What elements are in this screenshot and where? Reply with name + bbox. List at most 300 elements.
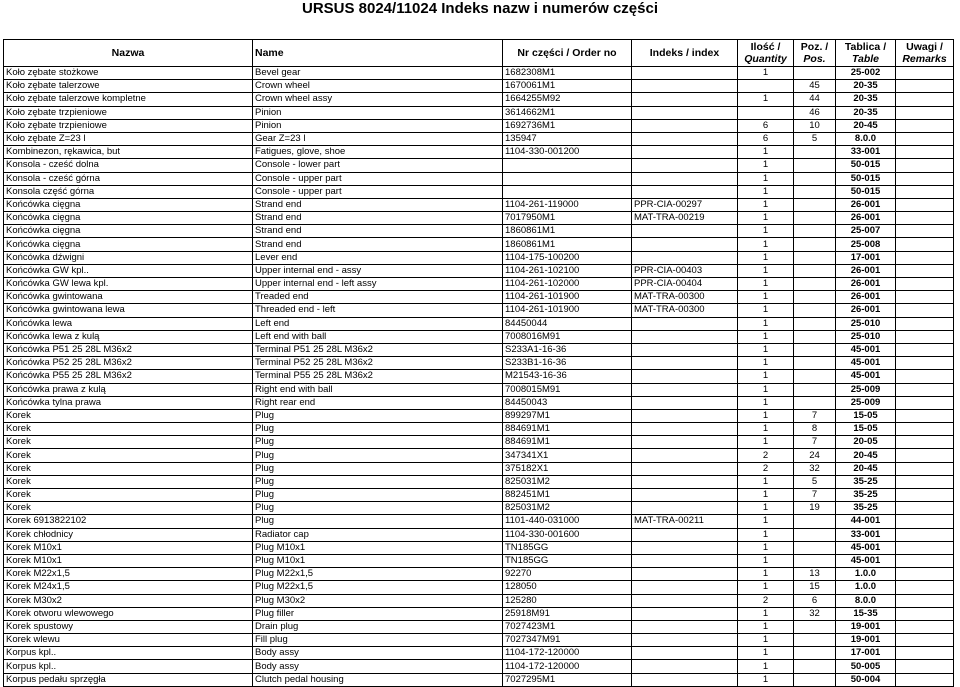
cell-position	[794, 212, 836, 225]
cell-table: 19-001	[836, 620, 896, 633]
cell-nazwa: Korek 6913822102	[4, 515, 253, 528]
cell-position: 7	[794, 489, 836, 502]
cell-remarks	[896, 383, 954, 396]
table-row	[4, 119, 954, 132]
cell-quantity: 1	[738, 172, 794, 185]
cell-nazwa: Końcówka dźwigni	[4, 251, 253, 264]
cell-position	[794, 159, 836, 172]
cell-quantity: 2	[738, 462, 794, 475]
cell-part-no: 1104-261-102100	[503, 264, 632, 277]
table-row	[4, 132, 954, 145]
cell-nazwa: Końcówka cięgna	[4, 238, 253, 251]
cell-part-no: 7027347M91	[503, 634, 632, 647]
cell-table: 25-010	[836, 317, 896, 330]
cell-remarks	[896, 146, 954, 159]
cell-position	[794, 528, 836, 541]
cell-position: 24	[794, 449, 836, 462]
cell-quantity: 1	[738, 317, 794, 330]
table-row	[4, 660, 954, 673]
cell-nazwa: Korek M22x1,5	[4, 568, 253, 581]
cell-part-no	[503, 172, 632, 185]
cell-remarks	[896, 396, 954, 409]
table-row	[4, 383, 954, 396]
header-remarks	[896, 40, 954, 67]
cell-index	[632, 357, 738, 370]
cell-part-no: 3614662M1	[503, 106, 632, 119]
cell-nazwa: Korek	[4, 436, 253, 449]
cell-name: Console - lower part	[253, 159, 503, 172]
cell-table: 25-010	[836, 330, 896, 343]
cell-nazwa: Końcówka P55 25 28L M36x2	[4, 370, 253, 383]
cell-index	[632, 330, 738, 343]
cell-index	[632, 475, 738, 488]
cell-remarks	[896, 581, 954, 594]
cell-name: Plug	[253, 489, 503, 502]
cell-index	[632, 225, 738, 238]
cell-position	[794, 225, 836, 238]
cell-nazwa: Końcówka tylna prawa	[4, 396, 253, 409]
table-row	[4, 515, 954, 528]
cell-part-no: 825031M2	[503, 502, 632, 515]
cell-index	[632, 383, 738, 396]
table-row	[4, 212, 954, 225]
cell-nazwa: Korek spustowy	[4, 620, 253, 633]
table-row	[4, 159, 954, 172]
cell-quantity: 6	[738, 119, 794, 132]
cell-part-no: 884691M1	[503, 436, 632, 449]
cell-remarks	[896, 568, 954, 581]
cell-index	[632, 541, 738, 554]
cell-part-no: 135947	[503, 132, 632, 145]
cell-index: PPR-CIA-00403	[632, 264, 738, 277]
cell-position	[794, 278, 836, 291]
cell-name: Pinion	[253, 106, 503, 119]
cell-part-no: TN185GG	[503, 554, 632, 567]
header-quantity	[738, 40, 794, 67]
cell-table: 25-002	[836, 67, 896, 80]
cell-index	[632, 251, 738, 264]
cell-remarks	[896, 93, 954, 106]
cell-nazwa: Koło zębate talerzowe kompletne	[4, 93, 253, 106]
cell-nazwa: Końcówka cięgna	[4, 212, 253, 225]
cell-remarks	[896, 251, 954, 264]
cell-table: 35-25	[836, 475, 896, 488]
cell-quantity: 1	[738, 264, 794, 277]
cell-position	[794, 251, 836, 264]
cell-position: 5	[794, 132, 836, 145]
cell-position: 19	[794, 502, 836, 515]
cell-remarks	[896, 317, 954, 330]
cell-index	[632, 80, 738, 93]
cell-position: 44	[794, 93, 836, 106]
cell-remarks	[896, 198, 954, 211]
table-row	[4, 172, 954, 185]
cell-remarks	[896, 330, 954, 343]
cell-quantity: 1	[738, 541, 794, 554]
cell-nazwa: Kombinezon, rękawica, but	[4, 146, 253, 159]
header-remarks-pl: Uwagi /	[906, 41, 943, 53]
cell-position: 6	[794, 594, 836, 607]
cell-part-no: 1860861M1	[503, 238, 632, 251]
cell-quantity: 1	[738, 343, 794, 356]
cell-quantity: 1	[738, 436, 794, 449]
cell-table: 26-001	[836, 264, 896, 277]
cell-index	[632, 67, 738, 80]
cell-table: 50-015	[836, 159, 896, 172]
cell-remarks	[896, 554, 954, 567]
cell-position	[794, 146, 836, 159]
header-quantity-pl: Ilość /	[750, 41, 781, 53]
cell-table: 45-001	[836, 370, 896, 383]
cell-position: 32	[794, 607, 836, 620]
table-row	[4, 475, 954, 488]
cell-nazwa: Korek M30x2	[4, 594, 253, 607]
cell-nazwa: Koło zębate trzpieniowe	[4, 106, 253, 119]
cell-position	[794, 67, 836, 80]
table-row	[4, 620, 954, 633]
cell-index	[632, 396, 738, 409]
cell-nazwa: Korek chłodnicy	[4, 528, 253, 541]
cell-remarks	[896, 634, 954, 647]
cell-quantity: 1	[738, 238, 794, 251]
cell-position	[794, 541, 836, 554]
cell-part-no: 125280	[503, 594, 632, 607]
cell-table: 25-009	[836, 396, 896, 409]
cell-index	[632, 185, 738, 198]
cell-position	[794, 198, 836, 211]
cell-quantity: 1	[738, 475, 794, 488]
cell-remarks	[896, 225, 954, 238]
cell-quantity: 1	[738, 185, 794, 198]
cell-quantity: 1	[738, 660, 794, 673]
table-row	[4, 304, 954, 317]
cell-table: 25-007	[836, 225, 896, 238]
cell-table: 20-35	[836, 93, 896, 106]
cell-name: Plug M22x1,5	[253, 581, 503, 594]
cell-remarks	[896, 541, 954, 554]
cell-quantity: 1	[738, 634, 794, 647]
cell-position: 10	[794, 119, 836, 132]
cell-name: Plug	[253, 462, 503, 475]
cell-remarks	[896, 278, 954, 291]
cell-name: Strand end	[253, 225, 503, 238]
cell-quantity: 1	[738, 278, 794, 291]
cell-nazwa: Koło zębate trzpieniowe	[4, 119, 253, 132]
cell-position	[794, 317, 836, 330]
cell-part-no: 1682308M1	[503, 67, 632, 80]
cell-quantity: 1	[738, 251, 794, 264]
cell-remarks	[896, 212, 954, 225]
cell-nazwa: Korek	[4, 502, 253, 515]
cell-nazwa: Korek	[4, 449, 253, 462]
table-row	[4, 568, 954, 581]
cell-nazwa: Korek M10x1	[4, 541, 253, 554]
cell-position	[794, 554, 836, 567]
cell-table: 33-001	[836, 528, 896, 541]
cell-part-no: 7008015M91	[503, 383, 632, 396]
cell-quantity: 1	[738, 67, 794, 80]
table-row	[4, 370, 954, 383]
table-row	[4, 647, 954, 660]
cell-part-no: 1104-172-120000	[503, 660, 632, 673]
cell-quantity: 1	[738, 383, 794, 396]
cell-index	[632, 159, 738, 172]
cell-index	[632, 634, 738, 647]
cell-position: 46	[794, 106, 836, 119]
cell-nazwa: Korek M10x1	[4, 554, 253, 567]
cell-part-no: 375182X1	[503, 462, 632, 475]
cell-remarks	[896, 185, 954, 198]
cell-name: Lever end	[253, 251, 503, 264]
table-row	[4, 449, 954, 462]
cell-remarks	[896, 159, 954, 172]
cell-nazwa: Końcówka prawa z kulą	[4, 383, 253, 396]
table-row	[4, 554, 954, 567]
cell-quantity: 6	[738, 132, 794, 145]
table-row	[4, 607, 954, 620]
cell-part-no: 1670061M1	[503, 80, 632, 93]
cell-quantity: 1	[738, 225, 794, 238]
cell-name: Upper internal end - assy	[253, 264, 503, 277]
cell-position	[794, 357, 836, 370]
cell-name: Terminal P51 25 28L M36x2	[253, 343, 503, 356]
cell-name: Strand end	[253, 212, 503, 225]
cell-position	[794, 330, 836, 343]
cell-position	[794, 304, 836, 317]
cell-table: 50-015	[836, 172, 896, 185]
cell-index	[632, 449, 738, 462]
cell-index	[632, 620, 738, 633]
cell-position	[794, 238, 836, 251]
cell-part-no: 1860861M1	[503, 225, 632, 238]
cell-part-no: TN185GG	[503, 541, 632, 554]
cell-nazwa: Końcówka lewa	[4, 317, 253, 330]
cell-table: 26-001	[836, 198, 896, 211]
cell-table: 45-001	[836, 357, 896, 370]
cell-nazwa: Korek otworu wlewowego	[4, 607, 253, 620]
table-row	[4, 634, 954, 647]
cell-quantity: 1	[738, 198, 794, 211]
cell-part-no: S233B1-16-36	[503, 357, 632, 370]
table-row	[4, 502, 954, 515]
cell-part-no	[503, 185, 632, 198]
table-row	[4, 278, 954, 291]
cell-name: Crown wheel	[253, 80, 503, 93]
header-quantity-en: Quantity	[744, 53, 787, 65]
cell-remarks	[896, 67, 954, 80]
cell-index	[632, 436, 738, 449]
cell-quantity	[738, 106, 794, 119]
cell-quantity: 1	[738, 673, 794, 686]
cell-name: Console - upper part	[253, 185, 503, 198]
cell-part-no: 7027295M1	[503, 673, 632, 686]
cell-part-no: 7008016M91	[503, 330, 632, 343]
cell-name: Fill plug	[253, 634, 503, 647]
cell-name: Right rear end	[253, 396, 503, 409]
cell-part-no: 7017950M1	[503, 212, 632, 225]
cell-table: 50-004	[836, 673, 896, 686]
cell-index	[632, 172, 738, 185]
cell-name: Bevel gear	[253, 67, 503, 80]
cell-position	[794, 343, 836, 356]
cell-name: Left end	[253, 317, 503, 330]
cell-nazwa: Korpus pedału sprzęgła	[4, 673, 253, 686]
cell-name: Threaded end - left	[253, 304, 503, 317]
cell-index: MAT-TRA-00300	[632, 291, 738, 304]
cell-part-no: 1104-261-101900	[503, 291, 632, 304]
cell-part-no: S233A1-16-36	[503, 343, 632, 356]
cell-quantity: 1	[738, 581, 794, 594]
cell-name: Plug	[253, 423, 503, 436]
table-row	[4, 238, 954, 251]
cell-table: 20-45	[836, 119, 896, 132]
cell-nazwa: Końcówka GW kpl..	[4, 264, 253, 277]
cell-name: Plug	[253, 515, 503, 528]
cell-nazwa: Korek	[4, 475, 253, 488]
cell-name: Plug filler	[253, 607, 503, 620]
table-row	[4, 489, 954, 502]
cell-index	[632, 370, 738, 383]
cell-index	[632, 647, 738, 660]
cell-remarks	[896, 607, 954, 620]
cell-name: Console - upper part	[253, 172, 503, 185]
cell-name: Right end with ball	[253, 383, 503, 396]
cell-table: 45-001	[836, 554, 896, 567]
cell-part-no: 884691M1	[503, 423, 632, 436]
cell-remarks	[896, 594, 954, 607]
cell-quantity: 2	[738, 449, 794, 462]
table-row	[4, 343, 954, 356]
cell-table: 25-009	[836, 383, 896, 396]
cell-name: Plug M22x1,5	[253, 568, 503, 581]
table-row	[4, 251, 954, 264]
cell-remarks	[896, 238, 954, 251]
cell-name: Treaded end	[253, 291, 503, 304]
table-row	[4, 581, 954, 594]
cell-index: PPR-CIA-00297	[632, 198, 738, 211]
cell-part-no: 882451M1	[503, 489, 632, 502]
cell-part-no: 899297M1	[503, 409, 632, 422]
cell-position	[794, 291, 836, 304]
cell-table: 26-001	[836, 304, 896, 317]
cell-remarks	[896, 502, 954, 515]
table-row	[4, 594, 954, 607]
cell-table: 26-001	[836, 278, 896, 291]
cell-index	[632, 581, 738, 594]
cell-index	[632, 119, 738, 132]
table-row	[4, 462, 954, 475]
cell-part-no: 92270	[503, 568, 632, 581]
cell-table: 33-001	[836, 146, 896, 159]
table-body	[4, 67, 954, 687]
cell-table: 35-25	[836, 489, 896, 502]
table-row	[4, 436, 954, 449]
cell-name: Fatigues, glove, shoe	[253, 146, 503, 159]
cell-position	[794, 515, 836, 528]
cell-table: 1.0.0	[836, 568, 896, 581]
cell-remarks	[896, 647, 954, 660]
cell-remarks	[896, 291, 954, 304]
table-row	[4, 396, 954, 409]
cell-remarks	[896, 132, 954, 145]
cell-remarks	[896, 119, 954, 132]
cell-name: Plug M10x1	[253, 541, 503, 554]
cell-nazwa: Koło zębate Z=23 l	[4, 132, 253, 145]
cell-name: Plug	[253, 449, 503, 462]
cell-remarks	[896, 343, 954, 356]
header-table-en: Table	[851, 53, 880, 65]
cell-index: PPR-CIA-00404	[632, 278, 738, 291]
cell-part-no: 1101-440-031000	[503, 515, 632, 528]
cell-quantity: 1	[738, 146, 794, 159]
cell-table: 50-005	[836, 660, 896, 673]
cell-nazwa: Korek	[4, 489, 253, 502]
table-row	[4, 185, 954, 198]
cell-nazwa: Końcówka cięgna	[4, 225, 253, 238]
cell-table: 50-015	[836, 185, 896, 198]
cell-position	[794, 172, 836, 185]
table-row	[4, 264, 954, 277]
cell-part-no: 347341X1	[503, 449, 632, 462]
header-position	[794, 40, 836, 67]
cell-index: MAT-TRA-00300	[632, 304, 738, 317]
table-row	[4, 423, 954, 436]
cell-remarks	[896, 304, 954, 317]
cell-index	[632, 607, 738, 620]
cell-nazwa: Korpus kpl..	[4, 660, 253, 673]
cell-quantity: 1	[738, 620, 794, 633]
table-row	[4, 317, 954, 330]
cell-nazwa: Końcówka gwintowana	[4, 291, 253, 304]
table-row	[4, 93, 954, 106]
cell-table: 20-45	[836, 462, 896, 475]
header-remarks-en: Remarks	[902, 53, 947, 65]
cell-table: 17-001	[836, 647, 896, 660]
cell-remarks	[896, 436, 954, 449]
table-row	[4, 330, 954, 343]
cell-quantity: 1	[738, 304, 794, 317]
cell-table: 8.0.0	[836, 132, 896, 145]
cell-remarks	[896, 620, 954, 633]
cell-name: Strand end	[253, 238, 503, 251]
cell-part-no	[503, 159, 632, 172]
table-row	[4, 67, 954, 80]
cell-table: 44-001	[836, 515, 896, 528]
cell-nazwa: Korek wlewu	[4, 634, 253, 647]
cell-position: 13	[794, 568, 836, 581]
cell-name: Plug	[253, 475, 503, 488]
cell-nazwa: Korek	[4, 462, 253, 475]
cell-quantity: 1	[738, 515, 794, 528]
cell-table: 35-25	[836, 502, 896, 515]
cell-part-no: 1104-330-001200	[503, 146, 632, 159]
cell-index	[632, 554, 738, 567]
cell-table: 20-35	[836, 106, 896, 119]
cell-remarks	[896, 106, 954, 119]
cell-index	[632, 146, 738, 159]
cell-part-no: 1104-175-100200	[503, 251, 632, 264]
cell-index	[632, 93, 738, 106]
cell-part-no: 825031M2	[503, 475, 632, 488]
cell-index	[632, 594, 738, 607]
cell-quantity: 1	[738, 647, 794, 660]
cell-part-no: M21543-16-36	[503, 370, 632, 383]
cell-quantity: 1	[738, 159, 794, 172]
cell-remarks	[896, 475, 954, 488]
cell-name: Terminal P52 25 28L M36x2	[253, 357, 503, 370]
cell-index	[632, 568, 738, 581]
table-row	[4, 225, 954, 238]
